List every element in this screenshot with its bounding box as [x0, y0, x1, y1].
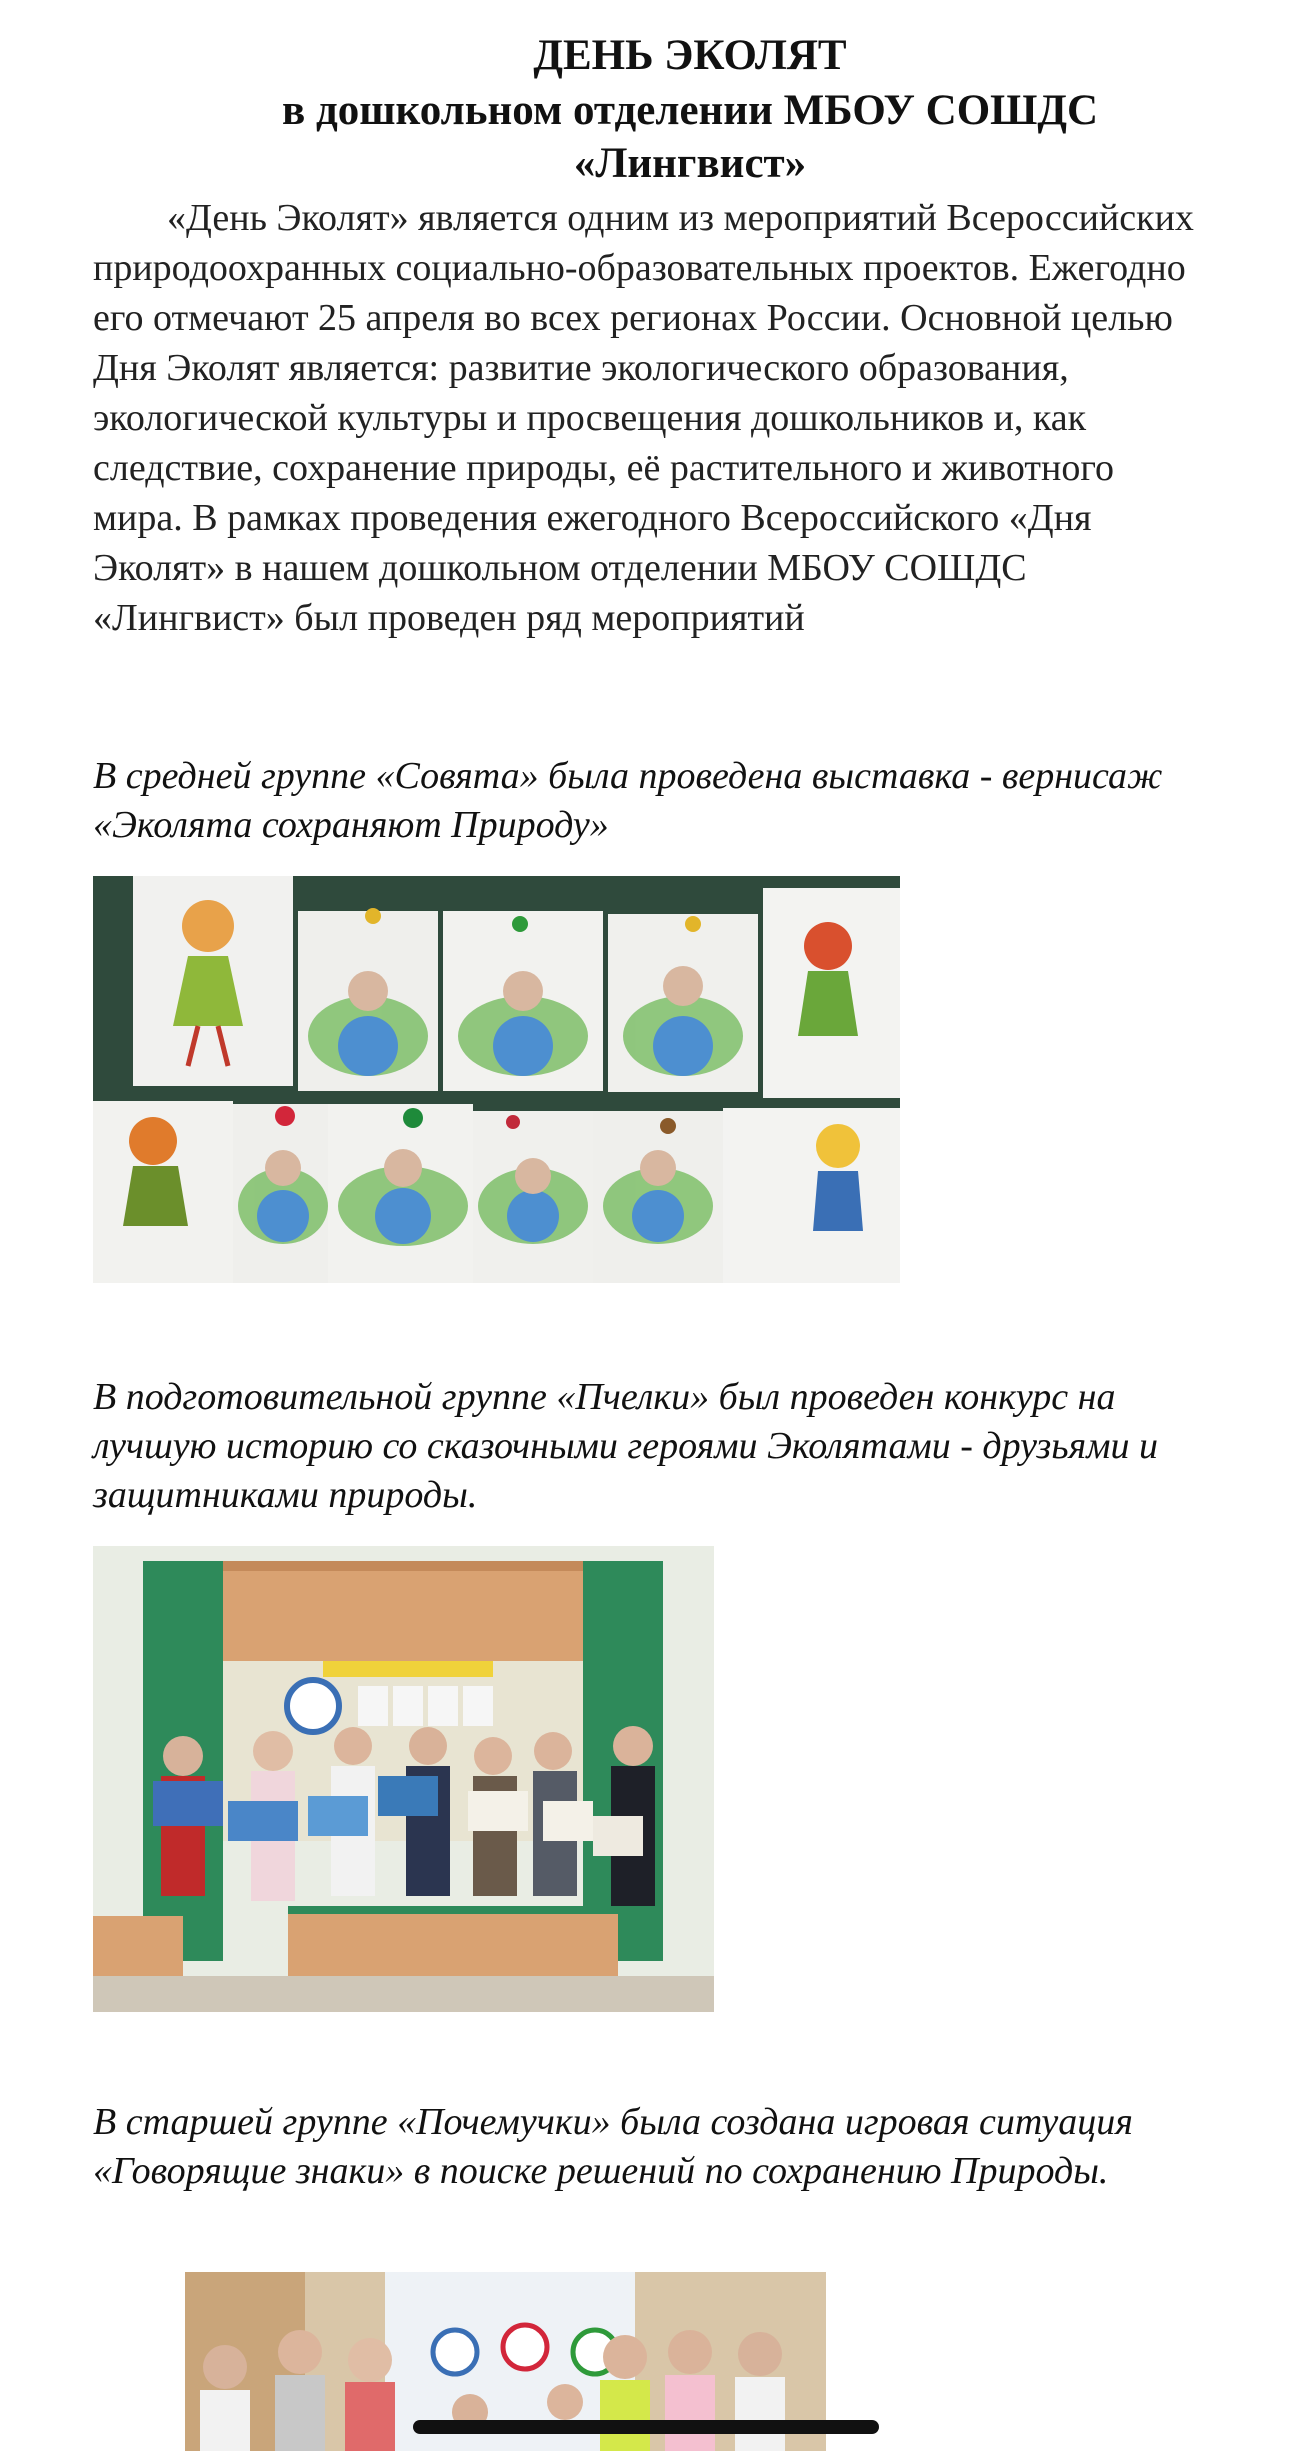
intro-paragraph: «День Эколят» является одним из мероприятий Всероссийских природоохранных социально-образовательных проектов. Ежегодно его отмечают 25 апреля во всех регионах России. Основной целью Дня Эколят является: развитие экологического образования, экологической культуры и просвещения дошкольников и, как следствие, сохранение природы, её растительного и животного мира. В рамках проведения ежегодного Всероссийского «Дня Эколят» в нашем дошкольном отделении МБОУ СОШДС «Лингвист» был проведен ряд мероприятий: [93, 197, 1194, 639]
document-subtitle-school: «Лингвист»: [573, 140, 807, 187]
document-subtitle: в дошкольном отделении МБОУ СОШДС: [281, 87, 1099, 134]
document-title: ДЕНЬ ЭКОЛЯТ: [533, 32, 847, 79]
section-caption-pochemuchki: В старшей группе «Почемучки» была создана игровая ситуация «Говорящие знаки» в поиске решений по сохранению Природы.: [93, 2101, 1133, 2192]
section-caption-pchelki: В подготовительной группе «Пчелки» был проведен конкурс на лучшую историю со сказочными героями Эколятами - друзьями и защитниками природы.: [93, 1376, 1158, 1516]
home-indicator[interactable]: [413, 2420, 879, 2434]
classroom-photo-drawing: [93, 1546, 714, 2012]
exhibition-photo-drawing: [93, 876, 900, 1283]
classroom-photo: [93, 1546, 714, 2012]
section-caption-sovyata: В средней группе «Совята» была проведена выставка - вернисаж «Эколята сохраняют Природу»: [93, 755, 1163, 846]
exhibition-photo: [93, 876, 900, 1283]
